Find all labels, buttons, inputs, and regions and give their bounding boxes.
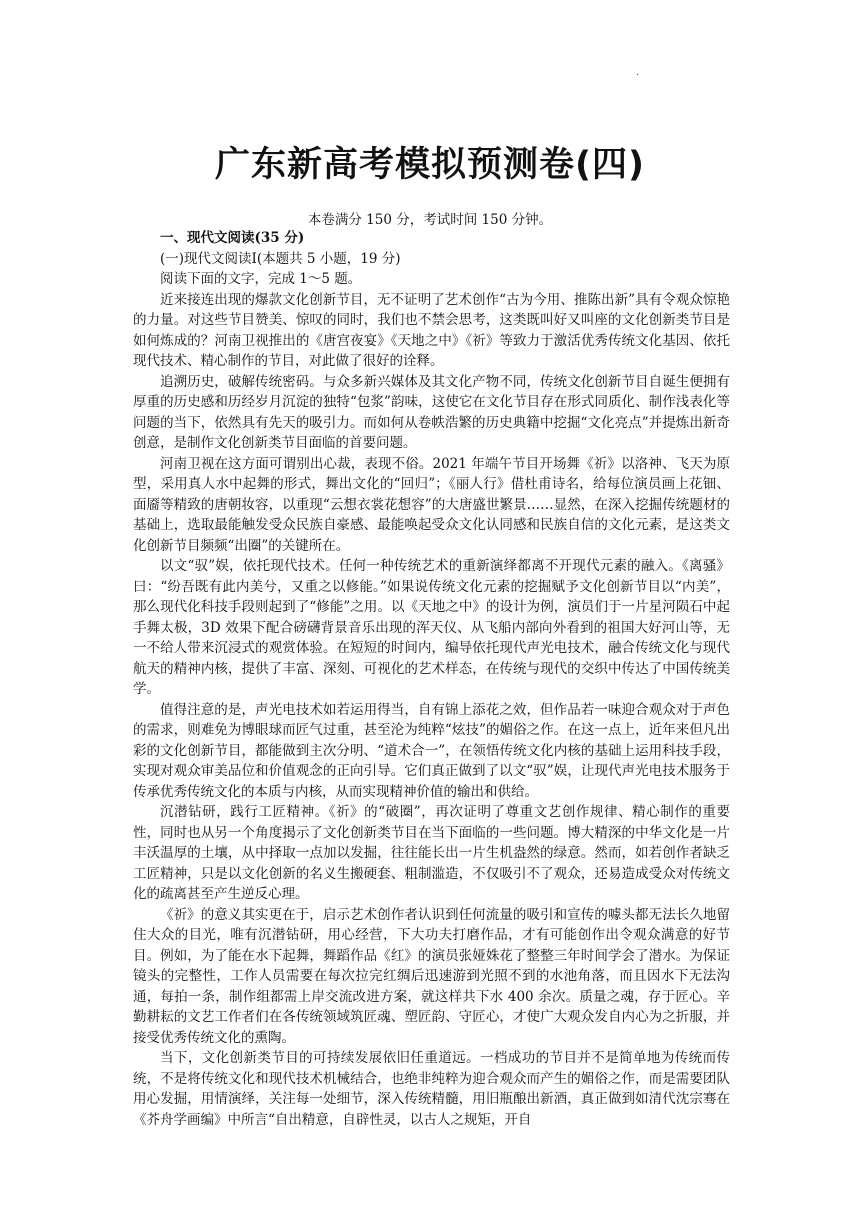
paragraph-7: 《祈》的意义其实更在于，启示艺术创作者认识到任何流量的吸引和宣传的噱头都无法长久地留住大众的目光，唯有沉潜钻研，用心经营，下大功夫打磨作品，才有可能创作出令观众满意的好节目。例如，为了能在水下起舞，舞蹈作品《红》的演员张娅姝花了整整三年时间学会了潜水。为保证镜头的完整性，工作人员需要在每次拉完红绸后迅速游到光照不到的水池角落，而且因水下无法沟通，每拍一条，制作组都需上岸交流改进方案，就这样共下水 400 余次。质量之魂，存于匠心。辛勤耕耘的文艺工作者们在各传统领域筑匠魂、塑匠韵、守匠心，才使广大观众发自内心为之折服，并接受优秀传统文化的熏陶。 <box>133 906 730 1046</box>
exam-body <box>133 228 730 1130</box>
paragraph-6: 沉潜钻研，践行工匠精神。《祈》的“破圈”，再次证明了尊重文艺创作规律、精心制作的重要性，同时也从另一个角度揭示了文化创新类节目在当下面临的一些问题。博大精深的中华文化是一片丰沃温厚的土壤，从中择取一点加以发掘，往往能长出一片生机盎然的绿意。然而，如若创作者缺乏工匠精神，只是以文化创新的名义生搬硬套、粗制滥造，不仅吸引不了观众，还易造成受众对传统文化的疏离甚至产生逆反心理。 <box>133 804 730 902</box>
paragraph-8: 当下，文化创新类节目的可持续发展依旧任重道远。一档成功的节目并不是简单地为传统而传统，不是将传统文化和现代技术机械结合，也绝非纯粹为迎合观众而产生的媚俗之作，而是需要团队用心发掘，用情演绎，关注每一处细节，深入传统精髓，用旧瓶酿出新酒，真正做到如清代沈宗骞在《芥舟学画编》中所言“自出精意，自辟性灵，以古人之规矩，开自 <box>133 1050 730 1128</box>
paragraph-5: 值得注意的是，声光电技术如若运用得当，自有锦上添花之效，但作品若一味迎合观众对于声色的需求，则难免为博眼球而匠气过重，甚至沦为纯粹“炫技”的媚俗之作。在这一点上，近年来但凡出彩的文化创新节目，都能做到主次分明、“道术合一”，在领悟传统文化内核的基础上运用科技手段，实现对观众审美品位和价值观念的正向引导。它们真正做到了以文“驭”娱，让现代声光电技术服务于传承优秀传统文化的本质与内核，从而实现精神价值的输出和供给。 <box>133 701 730 800</box>
section-heading: 一、现代文阅读(35 分) <box>160 230 305 246</box>
header-mark: · <box>636 70 640 81</box>
paragraph-3: 河南卫视在这方面可谓别出心裁，表现不俗。2021 年端午节目开场舞《祈》以洛神、飞天为原型，采用真人水中起舞的形式，舞出文化的“回归”；《丽人行》借杜甫诗名，给每位演员画上花钿、面靥等精致的唐朝妆容，以重现“云想衣裳花想容”的大唐盛世繁景……显然，在深入挖掘传统题材的基础上，选取最能触发受众民族自豪感、最能唤起受众文化认同感和民族自信的文化元素，是这类文化创新节目频频“出圈”的关键所在。 <box>133 455 730 554</box>
exam-title: 广东新高考模拟预测卷(四) <box>215 145 645 185</box>
paragraph-1: 近来接连出现的爆款文化创新节目，无不证明了艺术创作“古为今用、推陈出新”具有令观众惊艳的力量。对这些节目赞美、惊叹的同时，我们也不禁会思考，这类既叫好又叫座的文化创新类节目是如何炼成的？河南卫视推出的《唐宫夜宴》《天地之中》《祈》等致力于激活优秀传统文化基因、依托现代技术、精心制作的节目，对此做了很好的诠释。 <box>133 291 730 369</box>
subsection-heading: (一)现代文阅读Ⅰ(本题共 5 小题，19 分) <box>160 250 401 267</box>
exam-meta: 本卷满分 150 分，考试时间 150 分钟。 <box>307 212 553 228</box>
paragraph-2: 追溯历史，破解传统密码。与众多新兴媒体及其文化产物不同，传统文化创新节目自诞生便拥有厚重的历史感和历经岁月沉淀的独特“包浆”韵味，这使它在文化节目存在形式同质化、制作浅表化等问题的当下，依然具有先天的吸引力。而如何从卷帙浩繁的历史典籍中挖掘“文化亮点”并提炼出新奇创意，是制作文化创新类节目面临的首要问题。 <box>133 373 730 451</box>
reading-instruction: 阅读下面的文字，完成 1～5 题。 <box>160 271 362 287</box>
paragraph-4: 以文“驭”娱，依托现代技术。任何一种传统艺术的重新演绎都离不开现代元素的融入。《离骚》曰：“纷吾既有此内美兮，又重之以修能。”如果说传统文化元素的挖掘赋予文化创新节目以“内美”，那么现代化科技手段则起到了“修能”之用。以《天地之中》的设计为例，演员们于一片星河陨石中起手舞太极，3D 效果下配合磅礴背景音乐出现的浑天仪、从飞船内部向外看到的祖国大好河山等，无一不给人带来沉浸式的观赏体验。在短短的时间内，编导依托现代声光电技术，融合传统文化与现代航天的精神内核，提供了丰富、深刻、可视化的艺术样态，在传统与现代的交织中传达了中国传统美学。 <box>133 558 730 697</box>
